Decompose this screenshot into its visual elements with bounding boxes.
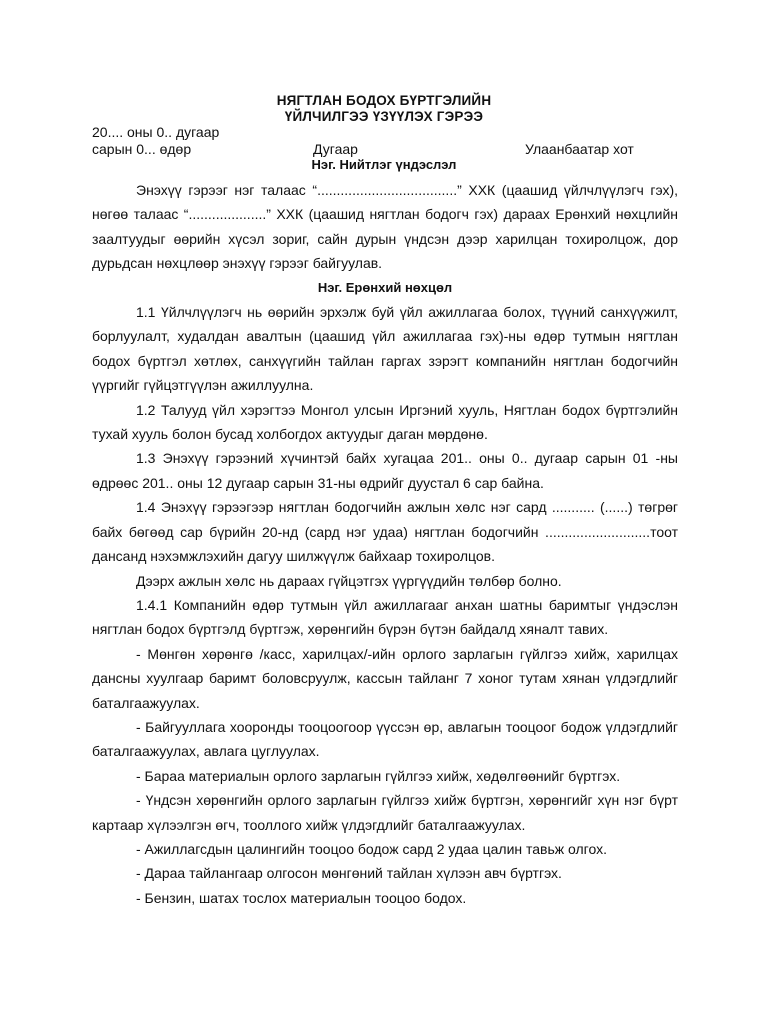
section1-heading: Нэг. Нийтлэг үндэслэл bbox=[311, 157, 457, 172]
clause-1-2: 1.2 Талууд үйл хэрэгтээ Монгол улсын Иргэний хууль, Нягтлан бодох бүртгэлийн тухай хууль болон бусад холбогдох актуудыг даган мөрдөнө. bbox=[92, 401, 678, 443]
duty-receivables: - Байгууллага хооронды тооцоогоор үүссэн өр, авлагын тооцоог бодож үлдэгдлийг баталгаажуулах, авлага цуглуулах. bbox=[92, 718, 678, 760]
intro-paragraph: Энэхүү гэрээг нэг талаас “....................................” ХХК (цаашид үйлчлүүлэгч гэх), нөгөө талаас “....................” ХХК (цаашид нягтлан бодогч гэх) дараах Ерөнхий нөхцлийн заалтуудыг өөрийн хүсэл зориг, сайн дурын үндсэн дээр харилцан тохиролцож, дор дурьдсан нөхцлөөр энэхүү гэрээг байгуулав. bbox=[92, 182, 678, 272]
duty-payroll: - Ажиллагсдын цалингийн тооцоо бодож сард 2 удаа цалин тавьж олгох. bbox=[136, 840, 608, 857]
duty-fuel: - Бензин, шатах тослох материалын тооцоо бодох. bbox=[136, 889, 467, 906]
clause-1-4-1: 1.4.1 Компанийн өдөр тутмын үйл ажиллагааг анхан шатны баримтыг үндэслэн нягтлан бодох бүртгэлд бүртгэж, хөрөнгийн бүрэн бүтэн байдалд хяналт тавих. bbox=[92, 596, 678, 638]
clause-1-4: 1.4 Энэхүү гэрээгээр нягтлан бодогчийн ажлын хөлс нэг сард ........... (......) төгрөг байх бөгөөд сар бүрийн 20-нд (сард нэг удаа) нягтлан бодогчийн ...........................тоот дансанд нэхэмжлэхийн дагуу шилжүүлж байхаар тохиролцов. bbox=[92, 499, 678, 565]
duty-inventory: - Бараа материалын орлого зарлагын гүйлгээ хийж, хөдөлгөөнийг бүртгэх. bbox=[136, 767, 621, 784]
contract-city: Улаанбаатар хот bbox=[525, 141, 634, 157]
duty-advance-report: - Дараа тайлангаар олгосон мөнгөний тайлан хүлээн авч бүртгэх. bbox=[136, 865, 562, 882]
clause-1-3: 1.3 Энэхүү гэрээний хүчинтэй байх хугацаа 201.. оны 0.. дугаар сарын 01 -ны өдрөөс 201.. оны 12 дугаар сарын 31-ны өдрийг дуустал 6 сар байна. bbox=[92, 450, 678, 491]
document-title-line1: НЯГТЛАН БОДОХ БҮРТГЭЛИЙН bbox=[276, 93, 492, 108]
section2-heading: Нэг. Ерөнхий нөхцөл bbox=[317, 279, 453, 295]
duty-cash: - Мөнгөн хөрөнгө /касс, харилцах/-ийн орлого зарлагын гүйлгээ хийж, харилцах дансны хуулгаар баримт боловсруулж, кассын тайланг 7 хоног тутам хянан үлдэгдлийг баталгаажуулах. bbox=[92, 645, 678, 711]
contract-number-label: Дугаар bbox=[313, 141, 358, 157]
date-line1: 20.... оны 0.. дугаар bbox=[92, 124, 220, 140]
document-body bbox=[92, 178, 678, 910]
document-title-line2: ҮЙЛЧИЛГЭЭ ҮЗҮҮЛЭХ ГЭРЭЭ bbox=[284, 109, 484, 124]
date-line2: сарын 0... өдөр bbox=[92, 141, 192, 157]
duty-fixed-assets: - Үндсэн хөрөнгийн орлого зарлагын гүйлгээ хийж бүртгэн, хөрөнгийг хүн нэг бүрт картаар хүлээлгэн өгч, тооллого хийж үлдэгдлийг баталгаажуулах. bbox=[92, 792, 678, 833]
fee-note: Дээрх ажлын хөлс нь дараах гүйцэтгэх үүргүүдийн төлбөр болно. bbox=[136, 572, 562, 589]
clause-1-1: 1.1 Үйлчлүүлэгч нь өөрийн эрхэлж буй үйл ажиллагаа болох, түүний санхүүжилт, борлуулалт, худалдан авалтын (цаашид үйл ажиллагаа гэх)-ны өдөр тутмын нягтлан бодох бүртгэл хөтлөх, санхүүгийн тайлан гаргах зэрэгт компанийн нягтлан бодогчийн үүргийг гүйцэтгүүлэн ажиллуулна. bbox=[92, 304, 678, 394]
